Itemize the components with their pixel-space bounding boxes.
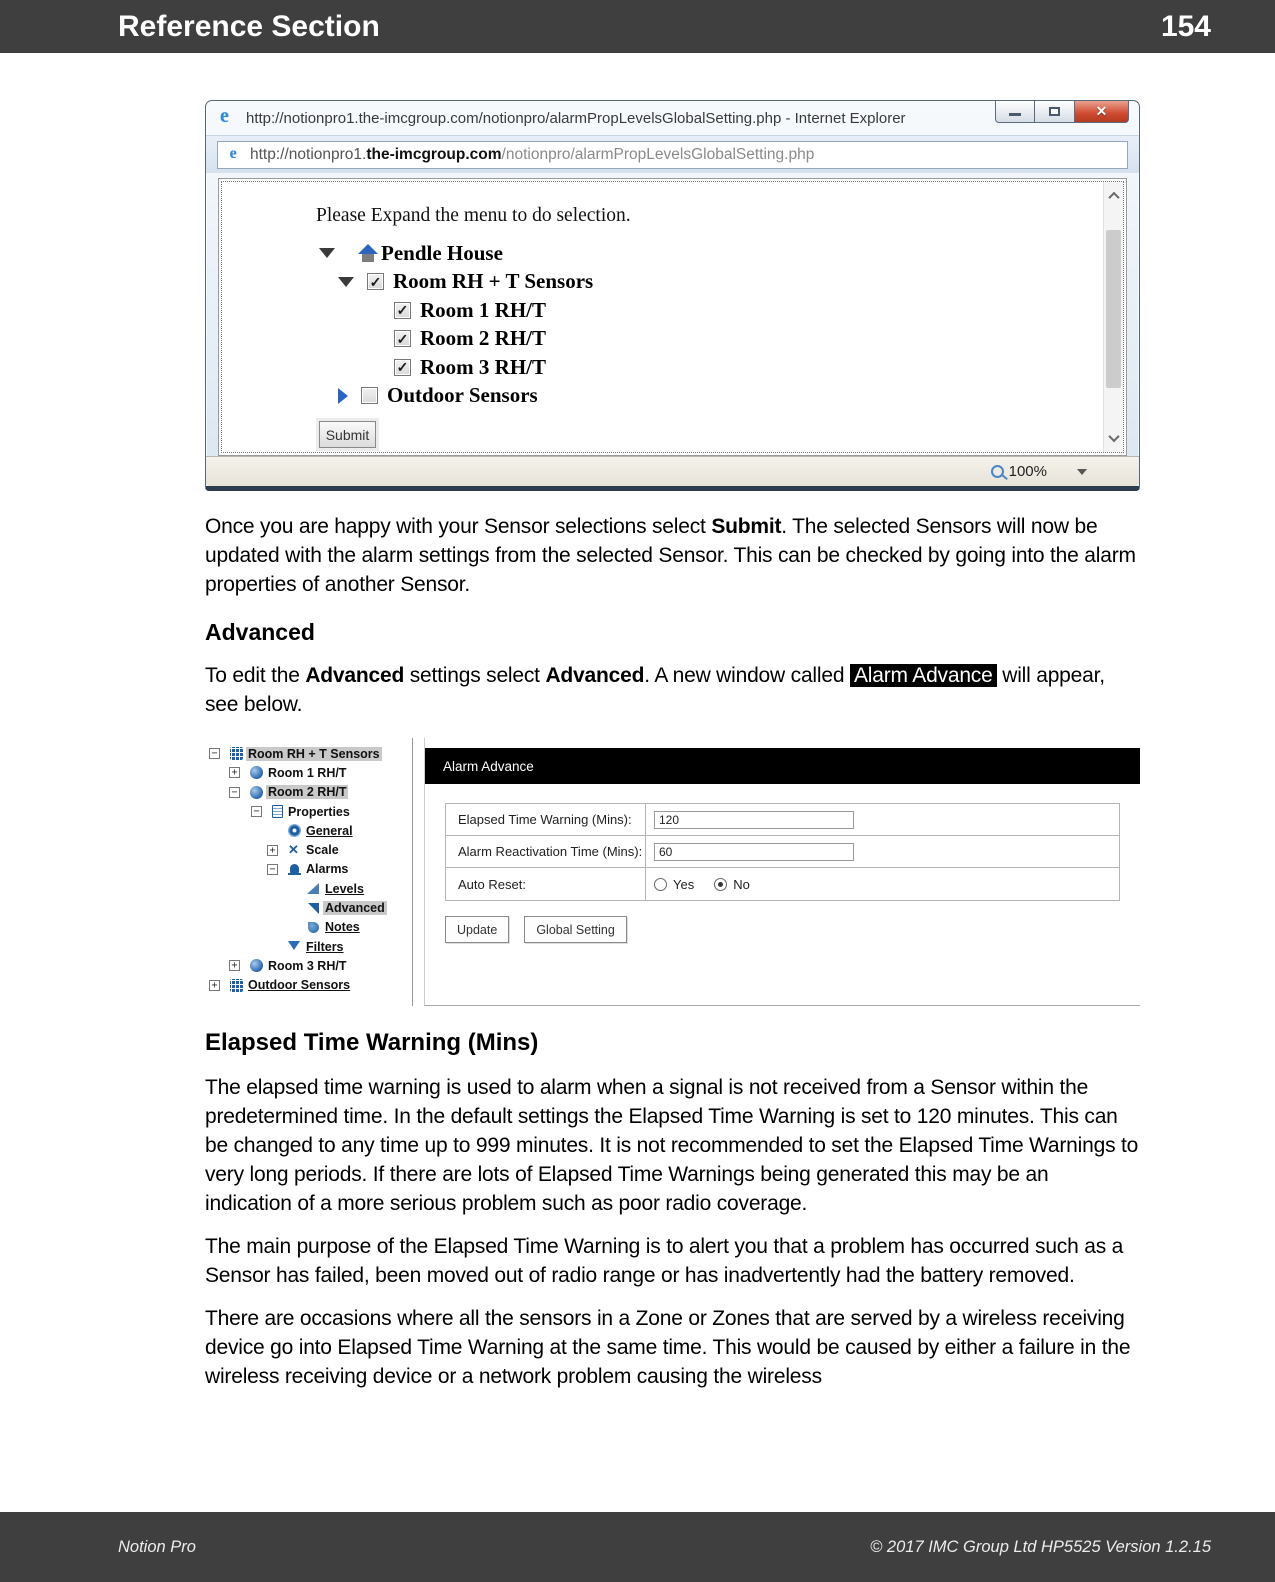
nav-item-label: Scale [306, 843, 339, 858]
setting-input[interactable] [654, 843, 854, 861]
text-segment: Alarm Advance [850, 664, 997, 687]
nav-tree-item[interactable] [205, 898, 412, 917]
doc-icon [272, 805, 283, 818]
sensor-tree-item[interactable] [219, 382, 1100, 411]
zoom-dropdown-icon[interactable] [1077, 469, 1087, 475]
sphere-icon [250, 959, 263, 972]
tree-item-label: Outdoor Sensors [387, 383, 538, 408]
nav-item-label: Room 3 RH/T [268, 958, 347, 973]
text-segment: The main purpose of the Elapsed Time Warning is to alert you that a problem has occurred such as a Sensor has failed, been moved out of radio range or has inadvertently had the battery removed. [205, 1235, 1124, 1287]
sensor-tree-item[interactable] [219, 268, 1100, 297]
dialog-titlebar [425, 748, 1140, 784]
sensor-checkbox-checked[interactable]: ✓ [367, 273, 384, 290]
nav-tree-item[interactable] [205, 802, 412, 821]
expand-box-icon[interactable]: + [229, 960, 240, 971]
sensor-tree-item[interactable] [219, 296, 1100, 325]
url-path: /notionpro/alarmPropLevelsGlobalSetting.php [501, 145, 815, 163]
nav-item-label: Room 2 RH/T [268, 785, 347, 800]
paragraph-advanced-info [205, 661, 1140, 719]
url-domain: the-imcgroup.com [366, 145, 502, 163]
address-input[interactable] [217, 141, 1128, 169]
nav-tree-item[interactable] [205, 763, 412, 782]
radio-label: No [733, 876, 750, 892]
sensor-tree-item[interactable] [219, 325, 1100, 354]
minimize-button[interactable] [995, 101, 1035, 123]
text-segment: . A new window called [644, 664, 850, 687]
settings-row [446, 836, 1119, 868]
nav-item-label: Room 1 RH/T [268, 765, 347, 780]
browser-content [218, 178, 1127, 456]
sensor-tree-item[interactable] [219, 239, 1100, 268]
note-icon [307, 921, 320, 934]
submit-button[interactable]: Submit [319, 421, 376, 448]
address-bar-row [206, 135, 1139, 173]
nav-tree-item[interactable] [205, 879, 412, 898]
zoom-level: 100% [1008, 463, 1047, 480]
grid-icon [230, 979, 243, 992]
alarm-advance-pane [424, 738, 1140, 1006]
minimize-icon [1009, 113, 1021, 116]
text-segment: Once you are happy with your Sensor selections select [205, 515, 712, 538]
window-controls [995, 101, 1129, 123]
nav-item-label: General [306, 823, 353, 838]
nav-tree-item[interactable] [205, 783, 412, 802]
nav-item-label: Properties [288, 804, 350, 819]
page-title: Reference Section [118, 9, 380, 43]
page-favicon-icon [228, 147, 244, 163]
sphere-icon [250, 766, 263, 779]
nav-item-label: Notes [325, 920, 360, 935]
setting-label: Alarm Reactivation Time (Mins): [446, 836, 646, 867]
nav-tree-item[interactable] [205, 860, 412, 879]
collapse-box-icon[interactable]: − [267, 864, 278, 875]
dialog-buttons [445, 916, 1140, 943]
update-button[interactable]: Update [445, 916, 509, 943]
heading-advanced: Advanced [205, 619, 315, 645]
text-segment: The elapsed time warning is used to alarm when a signal is not received from a Sensor within the predetermined time. In the default settings the Elapsed Time Warning is set to 120 minutes. This can be changed to any time up to 999 minutes. It is not recommended to set the Elapsed Time Warnings to very long periods. If there are lots of Elapsed Time Warnings being generated this may be an indication of a more serious problem such as poor radio coverage. [205, 1076, 1139, 1215]
browser-window [205, 100, 1140, 491]
url-prefix: http://notionpro1. [250, 145, 367, 163]
browser-titlebar [206, 101, 1139, 135]
zoom-magnifier-icon [991, 465, 1004, 478]
maximize-button[interactable] [1035, 101, 1075, 123]
expand-box-icon[interactable]: + [267, 845, 278, 856]
nav-tree-item[interactable] [205, 744, 412, 763]
setting-label: Auto Reset: [446, 868, 646, 900]
scroll-up-icon[interactable] [1104, 184, 1123, 208]
paragraph-submit-info [205, 512, 1140, 599]
expand-box-icon[interactable]: + [229, 767, 240, 778]
house-icon [357, 244, 379, 263]
settings-row [446, 868, 1119, 900]
collapse-triangle-icon[interactable] [319, 248, 335, 258]
settings-table [445, 803, 1120, 901]
chevron-down-icon [1108, 431, 1119, 442]
global-setting-button[interactable]: Global Setting [524, 916, 627, 943]
text-segment: settings select [404, 664, 546, 687]
expand-triangle-icon[interactable] [338, 388, 348, 404]
tree-item-label: Room 1 RH/T [420, 297, 546, 322]
collapse-box-icon[interactable]: − [209, 748, 220, 759]
text-segment: Advanced [305, 664, 405, 687]
browser-statusbar [206, 456, 1139, 486]
text-segment: . The selected Sensors will now be updated with the alarm settings from the selected Sensor. This can be checked by going into the alarm properties of another Sensor. [205, 515, 1136, 596]
setting-value [646, 804, 1119, 835]
maximize-icon [1049, 107, 1060, 116]
text-segment: Advanced [545, 664, 645, 687]
bell-icon [288, 863, 301, 876]
vertical-scrollbar[interactable] [1103, 182, 1123, 452]
close-button[interactable]: ✕ [1075, 101, 1129, 123]
text-segment: will appear, see below. [205, 664, 1105, 716]
setting-value [646, 836, 1119, 867]
tree-item-label: Pendle House [381, 240, 503, 265]
nav-item-label: Filters [306, 939, 344, 954]
page-number: 154 [1160, 9, 1211, 43]
heading-elapsed-time-warning: Elapsed Time Warning (Mins) [205, 1029, 539, 1056]
setting-label: Elapsed Time Warning (Mins): [446, 804, 646, 835]
sensor-checkbox-unchecked[interactable] [361, 387, 378, 404]
sensor-selection-tree [219, 239, 1100, 410]
tree-item-label: Room 2 RH/T [420, 326, 546, 351]
collapse-triangle-icon[interactable] [338, 277, 354, 287]
circle-icon [288, 824, 301, 837]
browser-window-title: http://notionpro1.the-imcgroup.com/notionpro/alarmPropLevelsGlobalSetting.php - Internet Explorer [246, 109, 906, 127]
arrow-icon [307, 902, 320, 915]
grid-icon [230, 747, 243, 760]
collapse-box-icon[interactable]: − [229, 787, 240, 798]
tree-item-label: Room 3 RH/T [420, 354, 546, 379]
page-footer [0, 1512, 1275, 1582]
radio-selected-icon[interactable] [714, 878, 727, 891]
settings-row [446, 804, 1119, 836]
dialog-title: Alarm Advance [443, 758, 534, 774]
setting-input[interactable] [654, 811, 854, 829]
text-segment: To edit the [205, 664, 306, 687]
scroll-down-icon[interactable] [1104, 426, 1123, 450]
internet-explorer-icon [218, 108, 238, 128]
nav-item-label: Alarms [306, 862, 349, 877]
scrollbar-thumb[interactable] [1106, 230, 1121, 388]
sensor-checkbox-checked[interactable]: ✓ [394, 330, 411, 347]
radio-option[interactable] [654, 877, 694, 892]
footer-copyright: © 2017 IMC Group Ltd HP5525 Version 1.2.15 [870, 1537, 1211, 1556]
levels-icon [307, 882, 320, 895]
sensor-tree-item[interactable] [219, 353, 1100, 382]
paragraph-elapsed-3 [205, 1304, 1140, 1391]
collapse-box-icon[interactable]: − [251, 806, 262, 817]
nav-tree-item[interactable] [205, 937, 412, 956]
expand-box-icon[interactable]: + [209, 980, 220, 991]
alarm-advance-screenshot [205, 738, 1140, 1006]
nav-item-label: Room RH + T Sensors [248, 746, 380, 761]
page-header [0, 0, 1275, 53]
nav-item-label: Outdoor Sensors [248, 978, 351, 993]
sphere-icon [250, 786, 263, 799]
radio-unselected-icon[interactable] [654, 878, 667, 891]
funnel-icon [288, 940, 301, 953]
nav-item-label: Advanced [325, 901, 385, 916]
tree-item-label: Room RH + T Sensors [393, 269, 594, 294]
expand-menu-prompt: Please Expand the menu to do selection. [316, 205, 631, 226]
radio-label: Yes [673, 876, 695, 892]
nav-tree-item[interactable] [205, 821, 412, 840]
footer-product-name: Notion Pro [118, 1537, 196, 1556]
text-segment: There are occasions where all the sensors in a Zone or Zones that are served by a wireless receiving device go into Elapsed Time Warning at the same time. This would be caused by either a failure in the wireless receiving device or a network problem causing the wireless [205, 1307, 1131, 1388]
sensor-checkbox-checked[interactable]: ✓ [394, 359, 411, 376]
navigation-tree-pane [205, 738, 413, 1006]
paragraph-elapsed-1 [205, 1073, 1140, 1218]
nav-tree-item[interactable] [205, 956, 412, 975]
text-segment: Submit [711, 515, 782, 538]
nav-item-label: Levels [325, 881, 364, 896]
setting-value [646, 868, 1119, 900]
scale-icon [288, 844, 301, 857]
radio-option[interactable] [714, 877, 750, 892]
chevron-up-icon [1108, 192, 1119, 203]
main-content [205, 100, 1140, 1391]
nav-tree-item[interactable] [205, 840, 412, 859]
sensor-checkbox-checked[interactable]: ✓ [394, 302, 411, 319]
nav-tree-item[interactable] [205, 976, 412, 995]
paragraph-elapsed-2 [205, 1232, 1140, 1290]
nav-tree-item[interactable] [205, 918, 412, 937]
